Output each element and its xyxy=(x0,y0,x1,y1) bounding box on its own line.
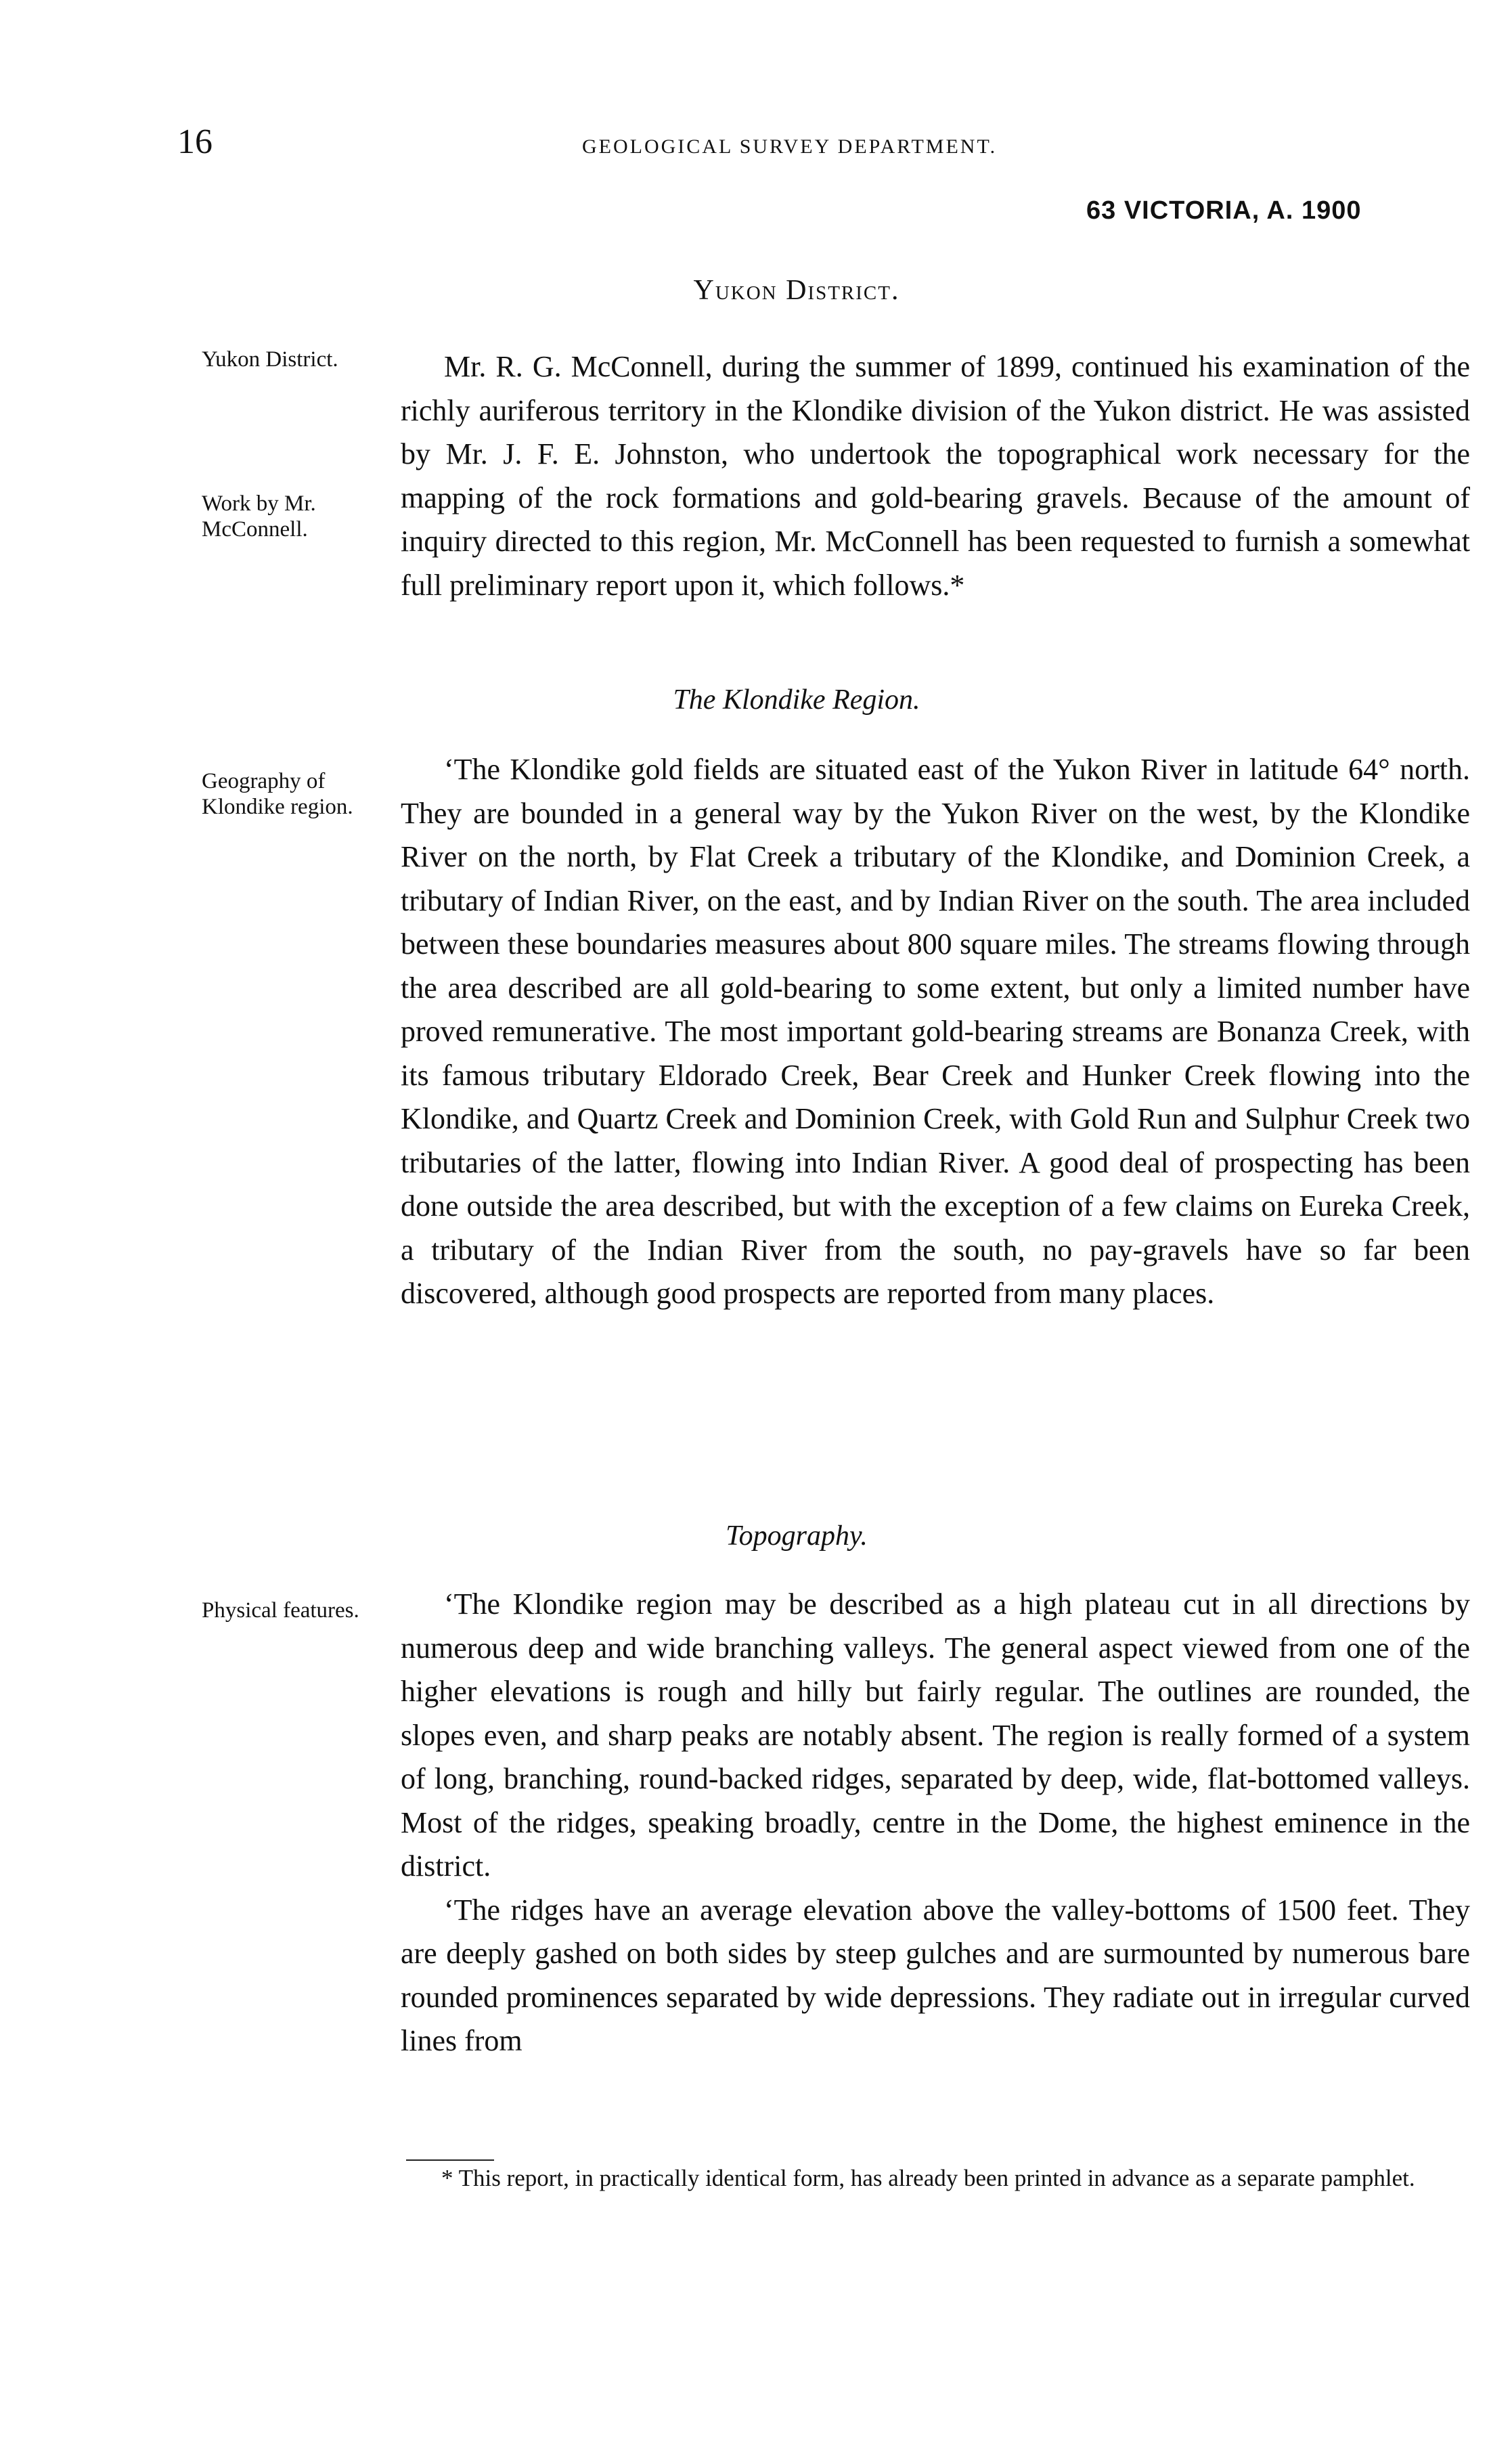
topography-heading: Topography. xyxy=(726,1520,868,1552)
sidenote-geography: Geography of Klondike region. xyxy=(202,769,353,819)
klondike-heading: The Klondike Region. xyxy=(673,684,920,716)
klondike-section xyxy=(401,748,1470,1316)
session-label: 63 VICTORIA, A. 1900 xyxy=(1086,196,1362,225)
footnote-rule xyxy=(406,2159,494,2161)
intro-section xyxy=(401,345,1470,607)
sidenote-physical-features: Physical features. xyxy=(202,1598,359,1623)
topography-section xyxy=(401,1583,1470,2063)
section-title: Yukon District. xyxy=(693,275,900,306)
klondike-paragraph: ‘The Klondike gold fields are situated east of the Yukon River in latitude 64° north. They are bounded in a general way by the Yukon River on the west, by the Klondike River on the north, by Flat Creek a tributary of the Klondike, and Dominion Creek, a tributary of Indian River, on the east, and by Indian River on the south. The area included between these boundaries measures about 800 square miles. The streams flowing through the area described are all gold-bearing to some extent, but only a limited number have proved remunerative. The most important gold-bearing streams are Bonanza Creek, with its famous tributary Eldorado Creek, Bear Creek and Hunker Creek flowing into the Klondike, and Quartz Creek and Dominion Creek, with Gold Run and Sulphur Creek two tributaries of the latter, flowing into Indian River. A good deal of prospecting has been done outside the area described, but with the exception of a few claims on Eureka Creek, a tributary of the Indian River from the south, no pay-gravels have so far been discovered, although good prospects are reported from many places. xyxy=(401,753,1470,1310)
sidenote-yukon-district: Yukon District. xyxy=(202,347,338,372)
running-title: GEOLOGICAL SURVEY DEPARTMENT. xyxy=(582,135,998,158)
page-number: 16 xyxy=(177,123,213,161)
intro-paragraph: Mr. R. G. McConnell, during the summer of 1899, continued his examination of the richly auriferous territory in the Klondike division of the Yukon district. He was assisted by Mr. J. F. E. Johnston, who undertook the topographical work necessary for the mapping of the rock formations and gold-bearing gravels. Because of the amount of inquiry directed to this region, Mr. McConnell has been requested to furnish a somewhat full preliminary report upon it, which follows.* xyxy=(401,350,1470,602)
topography-paragraph-1: ‘The Klondike region may be described as a high plateau cut in all directions by numerous deep and wide branching valleys. The general aspect viewed from one of the higher elevations is rough and hilly but fairly regular. The outlines are rounded, the slopes even, and sharp peaks are notably absent. The region is really formed of a system of long, branching, round-backed ridges, separated by deep, wide, flat-bottomed valleys. Most of the ridges, speaking broadly, centre in the Dome, the highest eminence in the district. xyxy=(401,1587,1470,1883)
sidenote-work-by: Work by Mr. McConnell. xyxy=(202,491,316,542)
footnote: * This report, in practically identical form, has already been printed in advance as a separate pamphlet. xyxy=(441,2165,1415,2191)
topography-paragraph-2: ‘The ridges have an average elevation above the valley-bottoms of 1500 feet. They are deeply gashed on both sides by steep gulches and are surmounted by numerous bare rounded prominences separated by wide depressions. They radiate out in irregular curved lines from xyxy=(401,1893,1470,2057)
